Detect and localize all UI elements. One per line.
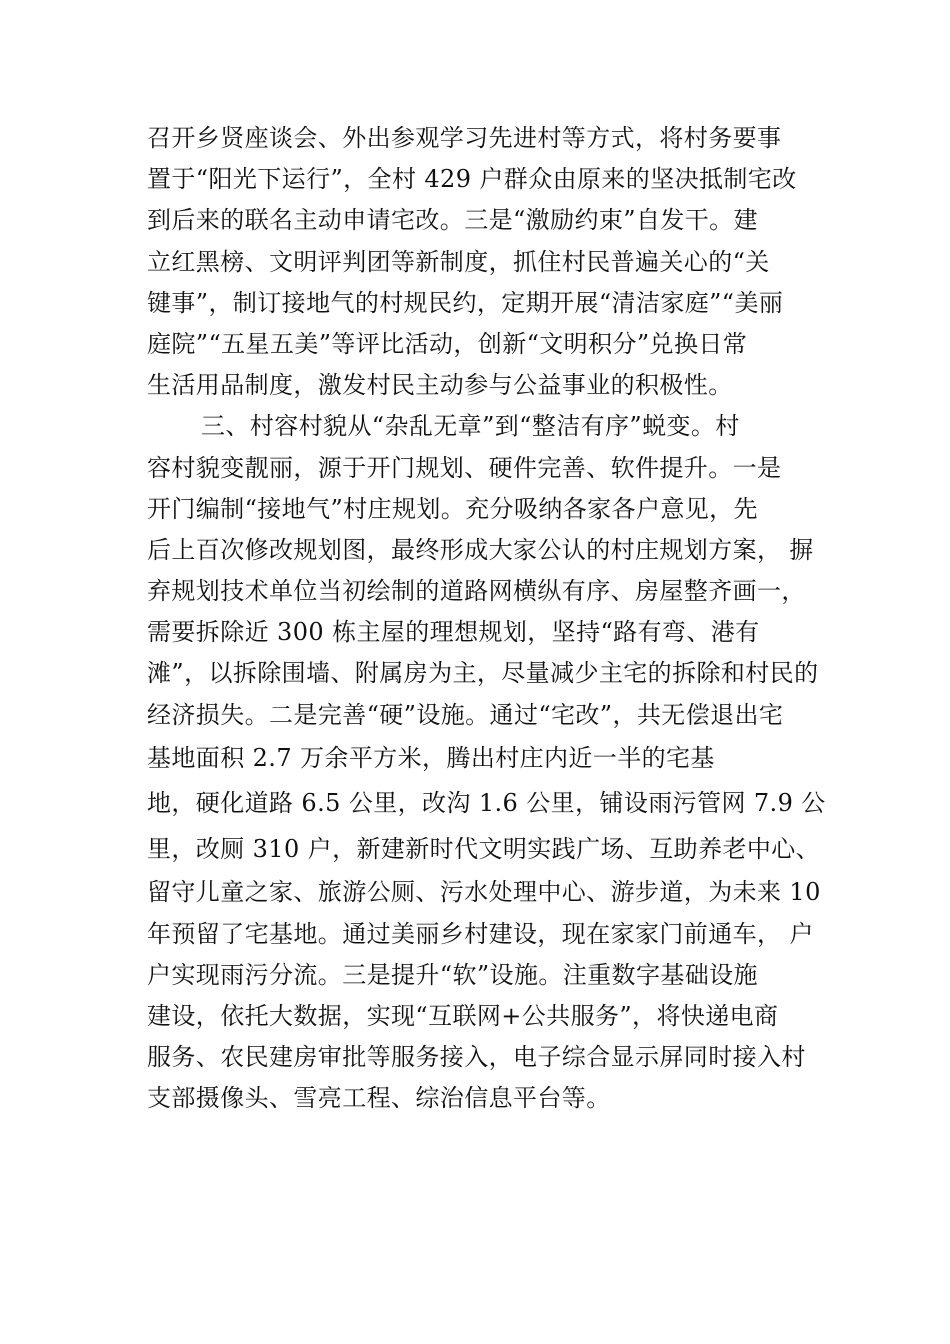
text-line: 服务、农民建房审批等服务接入，电子综合显示屏同时接入村 <box>147 1043 806 1072</box>
text-line: 庭院”“五星五美”等评比活动，创新“文明积分”兑换日常 <box>147 329 748 358</box>
text-line: 经济损失。二是完善“硬”设施。通过“宅改”，共无偿退出宅 <box>147 700 784 729</box>
text-line: 户实现雨污分流。三是提升“软”设施。注重数字基础设施 <box>147 960 758 989</box>
text-line: 生活用品制度，激发村民主动参与公益事业的积极性。 <box>147 371 733 400</box>
text-line: 开门编制“接地气”村庄规划。充分吸纳各家各户意见，先 <box>147 494 758 523</box>
text-line: 需要拆除近 300 栋主屋的理想规划，坚持“路有弯、港有 <box>147 618 760 647</box>
text-line: 弃规划技术单位当初绘制的道路网横纵有序、房屋整齐画一， <box>147 577 806 606</box>
text-line: 留守儿童之家、旅游公厕、污水处理中心、游步道，为未来 10 <box>147 878 821 907</box>
text-line: 年预留了宅基地。通过美丽乡村建设，现在家家门前通车， 户 <box>147 919 814 948</box>
text-line: 建设，依托大数据，实现“互联网+公共服务”，将快递电商 <box>147 1001 779 1030</box>
text-line: 召开乡贤座谈会、外出参观学习先进村等方式，将村务要事 <box>147 124 782 152</box>
text-line: 到后来的联名主动申请宅改。三是“激励约束”自发干。建 <box>147 206 758 235</box>
body-text <box>147 118 827 1119</box>
text-line: 地，硬化道路 6.5 公里，改沟 1.6 公里，铺设雨污管网 7.9 公 <box>147 789 826 818</box>
text-line: 基地面积 2.7 万余平方米，腾出村庄内近一半的宅基 <box>147 743 715 772</box>
text-line: 容村貌变靓丽，源于开门规划、硬件完善、软件提升。一是 <box>147 453 782 482</box>
text-line: 支部摄像头、雪亮工程、综治信息平台等。 <box>147 1084 611 1113</box>
paragraph-start-line: 三、村容村貌从“杂乱无章”到“整洁有序”蜕变。村 <box>201 412 740 441</box>
text-line: 立红黑榜、文明评判团等新制度，抓住村民普遍关心的“关 <box>147 247 770 276</box>
text-line: 后上百次修改规划图，最终形成大家公认的村庄规划方案， 摒 <box>147 535 814 564</box>
text-line: 里，改厕 310 户，新建新时代文明实践广场、互助养老中心、 <box>147 834 821 863</box>
text-line: 置于“阳光下运行”，全村 429 户群众由原来的坚决抵制宅改 <box>147 165 797 194</box>
text-line: 滩”，以拆除围墙、附属房为主，尽量减少主宅的拆除和村民的 <box>147 659 819 688</box>
text-line: 键事”，制订接地气的村规民约，定期开展“清洁家庭”“美丽 <box>147 288 784 317</box>
